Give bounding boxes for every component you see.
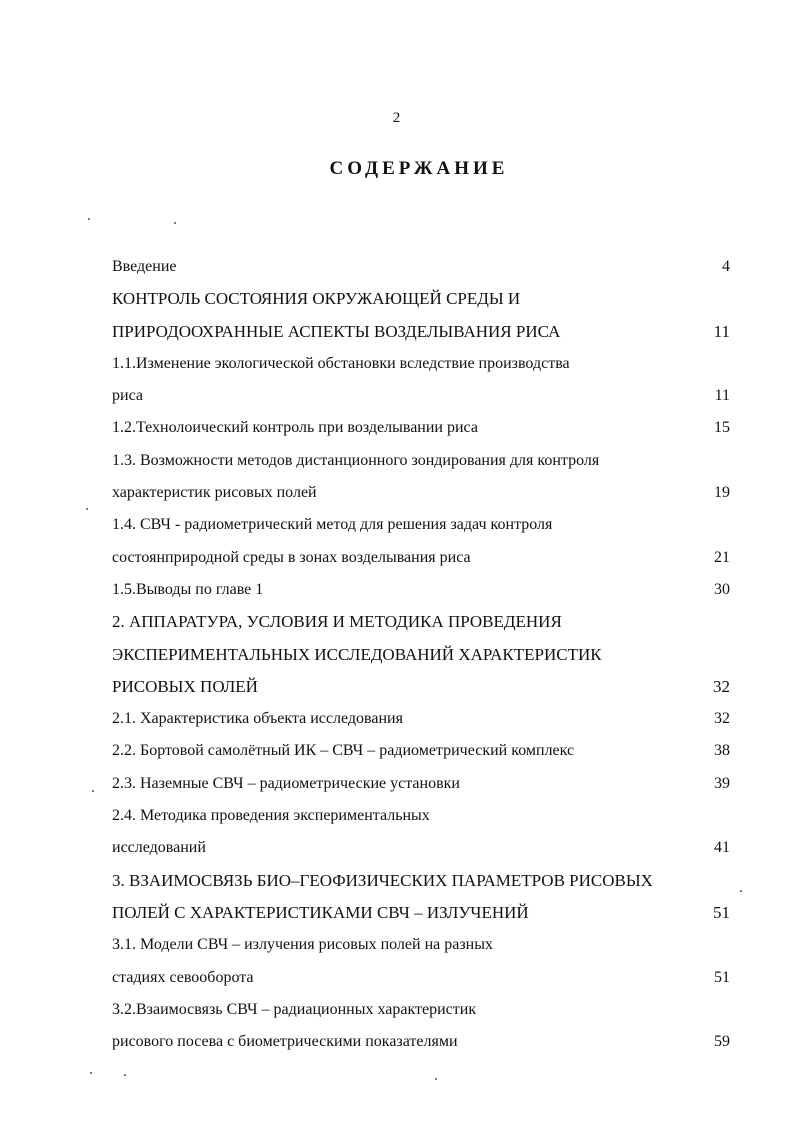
toc-entry-page: 19 [714,484,730,502]
toc-entry [112,868,732,900]
scan-speck [435,1078,437,1080]
toc-entry-text: стадиях севооборота [112,968,254,986]
scan-speck [92,790,94,792]
scan-speck [88,218,90,220]
toc-entry [112,642,732,674]
toc-entry [112,609,732,641]
toc-entry-page: 11 [713,321,730,341]
toc-entry-text: 3. ВЗАИМОСВЯЗЬ БИО–ГЕОФИЗИЧЕСКИХ ПАРАМЕТРОВ РИСОВЫХ [112,870,653,890]
toc-entry [112,415,732,447]
toc-entry-page: 41 [714,839,730,857]
toc-entry [112,383,732,415]
table-of-contents [112,254,732,1061]
toc-entry [112,577,732,609]
toc-entry-text: состоянприродной среды в зонах возделывания риса [112,548,471,566]
toc-entry-text: характеристик рисовых полей [112,484,317,502]
scan-speck [124,1074,126,1076]
toc-entry-text: Введение [112,258,177,275]
toc-entry [112,674,732,706]
toc-entry [112,900,732,932]
toc-entry [112,706,732,738]
toc-entry-text: рисового посева с биометрическими показателями [112,1033,458,1051]
toc-entry [112,835,732,867]
toc-entry-page: 38 [714,742,730,760]
toc-entry [112,997,732,1029]
toc-entry-page: 11 [714,387,730,405]
toc-entry [112,319,732,351]
toc-entry [112,286,732,318]
toc-entry-page: 39 [714,774,730,792]
scan-speck [90,1072,92,1074]
scan-speck [740,890,742,892]
toc-entry [112,512,732,544]
toc-entry [112,771,732,803]
toc-entry-text: 1.3. Возможности методов дистанционного зондирования для контроля [112,451,600,469]
toc-entry-page: 51 [713,902,730,922]
toc-entry-page: 51 [714,968,730,986]
toc-entry-page: 21 [714,548,730,566]
toc-entry-text: 1.5.Выводы по главе 1 [112,580,264,598]
toc-entry-text: 2.3. Наземные СВЧ – радиометрические установки [112,774,460,792]
toc-entry-text: РИСОВЫХ ПОЛЕЙ [112,676,258,696]
toc-entry-text: 1.2.Технолоический контроль при возделывании риса [112,419,478,437]
scan-speck [174,222,176,224]
toc-entry-text: 2.2. Бортовой самолётный ИК – СВЧ – радиометрический комплекс [112,742,575,760]
toc-entry [112,351,732,383]
toc-entry [112,448,732,480]
toc-entry [112,932,732,964]
toc-entry [112,965,732,997]
toc-entry-text: КОНТРОЛЬ СОСТОЯНИЯ ОКРУЖАЮЩЕЙ СРЕДЫ И [112,289,521,309]
toc-entry-text: риса [112,387,143,405]
toc-entry-page: 59 [714,1033,730,1051]
toc-entry-page: 4 [722,258,730,275]
toc-entry [112,1029,732,1061]
toc-entry [112,545,732,577]
toc-entry-text: 3.1. Модели СВЧ – излучения рисовых полей на разных [112,936,493,954]
toc-entry-text: 1.1.Изменение экологической обстановки вследствие производства [112,354,570,372]
toc-entry-text: 3.2.Взаимосвязь СВЧ – радиационных характеристик [112,1000,477,1018]
toc-entry [112,738,732,770]
toc-entry-text: ЭКСПЕРИМЕНТАЛЬНЫХ ИССЛЕДОВАНИЙ ХАРАКТЕРИСТИК [112,644,602,664]
toc-entry-text: 2. АППАРАТУРА, УСЛОВИЯ И МЕТОДИКА ПРОВЕДЕНИЯ [112,612,562,632]
toc-entry [112,480,732,512]
toc-entry [112,803,732,835]
toc-entry-page: 30 [714,580,730,598]
page-number: 2 [392,110,401,126]
toc-entry-text: 2.1. Характеристика объекта исследования [112,710,403,728]
toc-entry-text: ПРИРОДООХРАННЫЕ АСПЕКТЫ ВОЗДЕЛЫВАНИЯ РИСА [112,321,561,341]
toc-entry-page: 32 [713,676,730,696]
page-title: СОДЕРЖАНИЕ [329,158,509,179]
toc-entry [112,254,732,286]
toc-entry-page: 15 [714,419,730,437]
toc-entry-page: 32 [714,710,730,728]
toc-entry-text: 2.4. Методика проведения экспериментальных [112,807,430,825]
toc-entry-text: ПОЛЕЙ С ХАРАКТЕРИСТИКАМИ СВЧ – ИЗЛУЧЕНИЙ [112,902,529,922]
toc-entry-text: 1.4. СВЧ - радиометрический метод для решения задач контроля [112,516,553,534]
scan-speck [86,508,88,510]
toc-entry-text: исследований [112,839,206,857]
